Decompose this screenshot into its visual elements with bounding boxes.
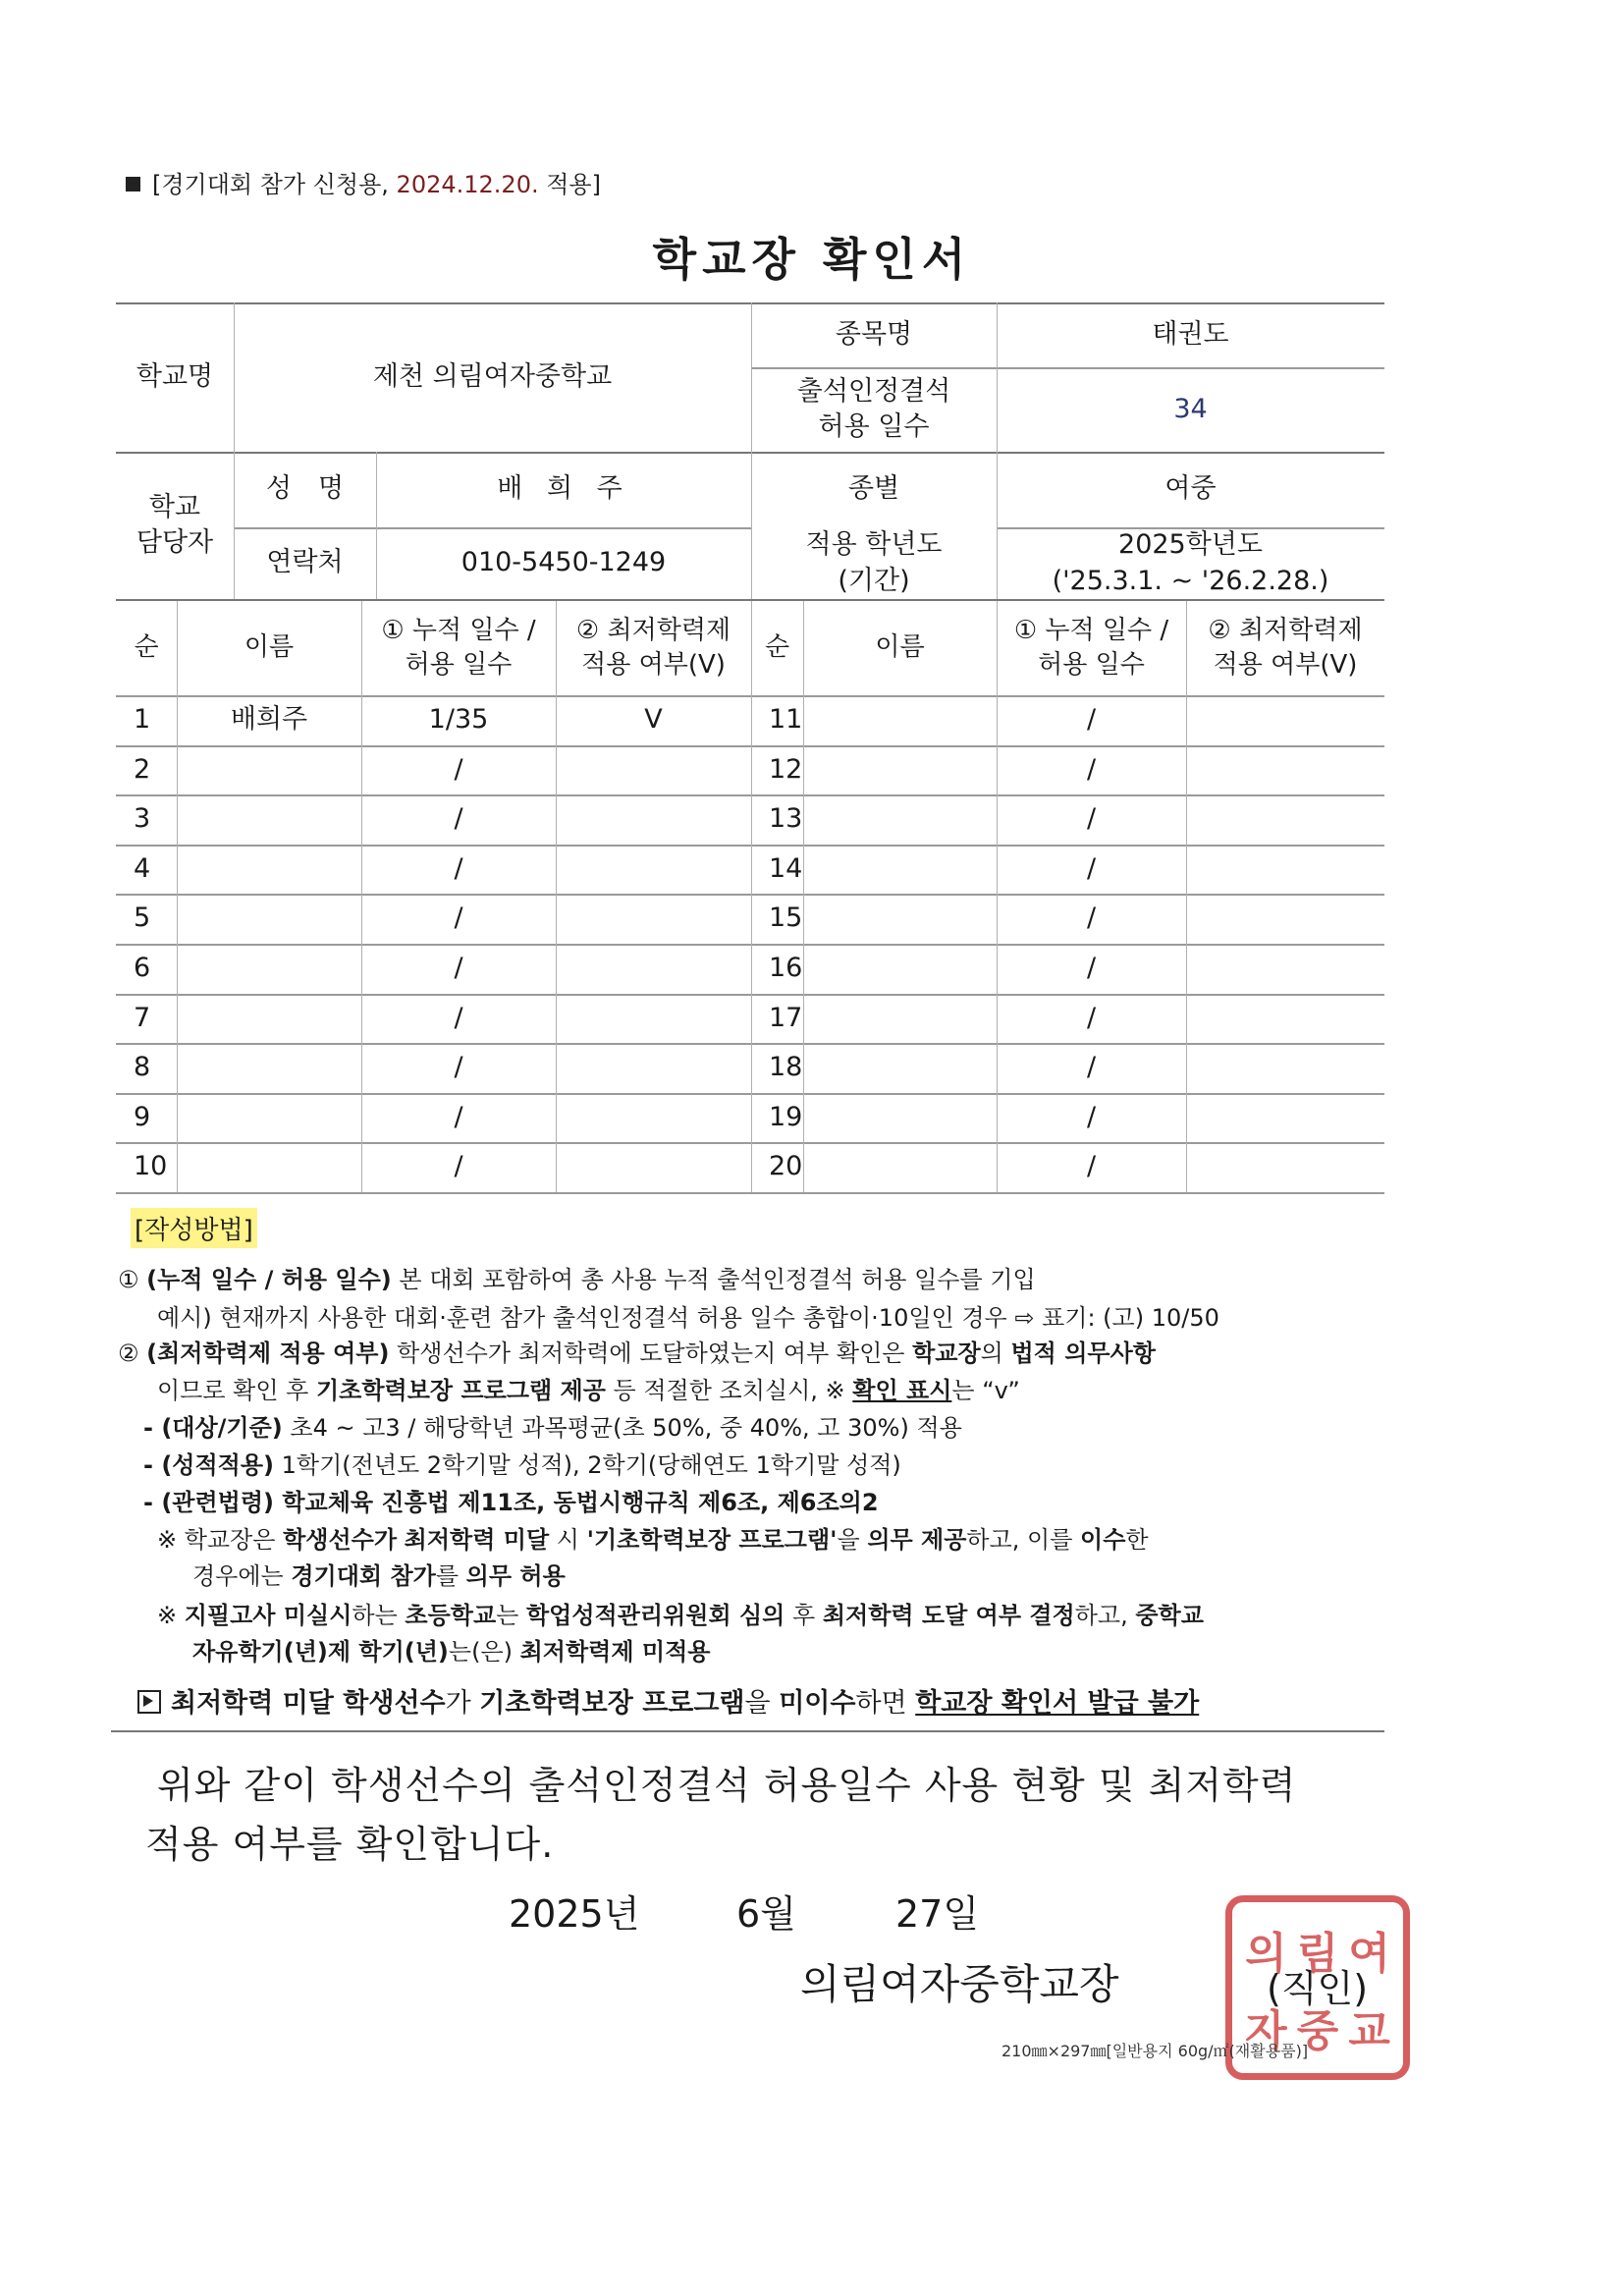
remark-2: ※ 지필고사 미실시하는 초등학교는 학업성적관리위원회 심의 후 최저학력 도달 여부 결정하고, 중학교 xyxy=(157,1602,1204,1629)
instruction-2-line2: 이므로 확인 후 기초학력보장 프로그램 제공 등 적절한 조치실시, ※ 확인 표시는 “v” xyxy=(157,1377,1020,1404)
table-cell-apply xyxy=(556,1043,751,1093)
table-header-days: ① 누적 일수 / 허용 일수 xyxy=(1013,615,1169,680)
table-cell-name xyxy=(177,745,361,795)
table-cell-no: 6 xyxy=(134,953,151,984)
table-cell-days: / xyxy=(1086,953,1097,984)
table-cell-days: / xyxy=(1086,803,1097,835)
confirmation-line-1: 위와 같이 학생선수의 출석인정결석 허용일수 사용 현황 및 최저학력 xyxy=(157,1764,1297,1807)
table-cell-apply xyxy=(556,1093,751,1143)
table-cell-days: / xyxy=(454,902,463,934)
table-cell-days: / xyxy=(1086,853,1097,885)
table-cell-apply xyxy=(1186,845,1384,895)
table-cell-no: 20 xyxy=(769,1151,803,1182)
manager-label: 학교 담당자 xyxy=(135,491,214,558)
table-cell-name xyxy=(177,1043,361,1093)
remark-2-line2: 자유학기(년)제 학기(년)는(은) 최저학력제 미적용 xyxy=(192,1638,711,1666)
table-cell-days: / xyxy=(454,1052,463,1083)
table-cell-days: / xyxy=(1086,1003,1097,1034)
criteria-target: - (대상/기준) 초4 ~ 고3 / 해당학년 과목평균(초 50%, 중 40%, 고 30%) 적용 xyxy=(143,1414,962,1442)
instruction-1: ① (누적 일수 / 허용 일수) 본 대회 포함하여 총 사용 누적 출석인정결석 허용 일수를 기입 xyxy=(118,1266,1036,1293)
absence-days-value: 34 xyxy=(1173,393,1208,424)
table-cell-apply xyxy=(1186,794,1384,845)
seal-char: 여 xyxy=(1348,1928,1390,1979)
table-cell-name: 배희주 xyxy=(230,704,308,736)
table-cell-name xyxy=(177,994,361,1044)
table-cell-name xyxy=(803,695,997,745)
academic-year-value: 2025학년도 ('25.3.1. ~ '26.2.28.) xyxy=(1052,529,1329,596)
table-cell-days: / xyxy=(1086,902,1097,934)
table-cell-apply xyxy=(556,794,751,845)
table-cell-apply xyxy=(1186,894,1384,944)
table-cell-no: 4 xyxy=(134,853,151,885)
table-cell-no: 5 xyxy=(134,902,151,934)
table-cell-name xyxy=(803,1043,997,1093)
school-name-label: 학교명 xyxy=(135,360,214,392)
seal-char: 교 xyxy=(1348,2005,1390,2056)
table-header-days: ① 누적 일수 / 허용 일수 xyxy=(381,615,536,680)
table-cell-days: 1/35 xyxy=(428,704,489,736)
table-cell-no: 18 xyxy=(769,1052,803,1083)
instructions-label: [작성방법] xyxy=(131,1208,257,1248)
table-cell-name xyxy=(177,845,361,895)
date-year: 2025년 xyxy=(509,1892,640,1936)
absence-days-label: 출석인정결석 허용 일수 xyxy=(796,375,951,442)
gender-value: 여중 xyxy=(1164,473,1217,505)
table-cell-no: 2 xyxy=(134,754,151,786)
table-header-no: 순 xyxy=(134,632,159,663)
table-header-apply: ② 최저학력제 적용 여부(V) xyxy=(575,615,731,680)
manager-name-label: 성 명 xyxy=(265,473,345,505)
table-cell-name xyxy=(803,794,997,845)
table-header-no: 순 xyxy=(764,632,790,663)
square-bullet-icon xyxy=(126,177,140,191)
school-name-value: 제천 의림여자중학교 xyxy=(372,360,613,392)
paper-spec: 210㎜×297㎜[일반용지 60g/㎡(재활용품)] xyxy=(1001,2042,1309,2060)
table-cell-days: / xyxy=(1086,1052,1097,1083)
table-cell-no: 9 xyxy=(134,1102,151,1133)
event-label: 종목명 xyxy=(835,318,913,350)
instruction-1-example: 예시) 현재까지 사용한 대회·훈련 참가 출석인정결석 허용 일수 총합이·10일인 경우 ⇨ 표기: (고) 10/50 xyxy=(157,1304,1219,1332)
table-cell-no: 10 xyxy=(134,1151,168,1182)
table-cell-days: / xyxy=(454,803,463,835)
contact-value: 010-5450-1249 xyxy=(460,547,667,578)
table-cell-apply xyxy=(1186,1142,1384,1192)
table-cell-apply xyxy=(556,894,751,944)
table-cell-apply xyxy=(1186,944,1384,994)
table-cell-days: / xyxy=(454,1151,463,1182)
table-cell-days: / xyxy=(454,754,463,786)
confirmation-line-2: 적용 여부를 확인합니다. xyxy=(145,1823,555,1866)
gender-label: 종별 xyxy=(847,473,900,505)
arrow-box-icon xyxy=(137,1690,161,1714)
table-cell-apply xyxy=(1186,1043,1384,1093)
table-cell-name xyxy=(177,794,361,845)
instruction-2: ② (최저학력제 적용 여부) 학생선수가 최저학력에 도달하였는지 여부 확인은 학교장의 법적 의무사항 xyxy=(118,1339,1156,1367)
table-cell-name xyxy=(177,894,361,944)
effective-date: 2024.12.20. xyxy=(396,171,539,198)
table-cell-apply xyxy=(556,1142,751,1192)
table-cell-no: 7 xyxy=(134,1003,151,1034)
table-header-apply: ② 최저학력제 적용 여부(V) xyxy=(1208,615,1363,680)
table-cell-apply xyxy=(556,745,751,795)
table-cell-days: / xyxy=(454,953,463,984)
table-cell-apply xyxy=(556,845,751,895)
table-cell-days: / xyxy=(1086,704,1097,736)
table-cell-name xyxy=(803,944,997,994)
table-cell-apply xyxy=(1186,1093,1384,1143)
table-cell-apply xyxy=(556,944,751,994)
table-cell-days: / xyxy=(454,853,463,885)
criteria-grades: - (성적적용) 1학기(전년도 2학기말 성적), 2학기(당해연도 1학기말 성적) xyxy=(143,1451,901,1479)
table-cell-name xyxy=(177,944,361,994)
table-cell-no: 3 xyxy=(134,803,151,835)
table-cell-name xyxy=(803,1093,997,1143)
principal-title: 의림여자중학교장 xyxy=(800,1960,1119,2008)
table-header-name: 이름 xyxy=(875,632,925,663)
table-cell-no: 1 xyxy=(134,704,151,736)
table-cell-no: 16 xyxy=(769,953,803,984)
event-value: 태권도 xyxy=(1152,318,1229,350)
table-cell-no: 14 xyxy=(769,853,803,885)
table-cell-days: / xyxy=(1086,1102,1097,1133)
form-usage-note: [경기대회 참가 신청용, 2024.12.20. 적용] xyxy=(126,165,601,199)
seal-char: 림 xyxy=(1296,1928,1339,1979)
seal-placeholder: (직인) xyxy=(1267,1967,1369,2010)
table-cell-name xyxy=(803,845,997,895)
seal-char: 의 xyxy=(1245,1928,1287,1979)
table-cell-no: 8 xyxy=(134,1052,151,1083)
table-cell-name xyxy=(803,745,997,795)
table-cell-apply xyxy=(1186,695,1384,745)
remark-1: ※ 학교장은 학생선수가 최저학력 미달 시 '기초학력보장 프로그램'을 의무 제공하고, 이를 이수한 xyxy=(157,1526,1149,1554)
table-cell-name xyxy=(803,1142,997,1192)
table-cell-days: / xyxy=(454,1102,463,1133)
seal-char: 중 xyxy=(1296,2005,1339,2056)
table-cell-days: / xyxy=(1086,1151,1097,1182)
table-cell-no: 17 xyxy=(769,1003,803,1034)
page-title: 학교장 확인서 xyxy=(652,233,972,286)
final-notice: 최저학력 미달 학생선수가 기초학력보장 프로그램을 미이수하면 학교장 확인서 발급 불가 xyxy=(137,1681,1199,1720)
table-cell-apply xyxy=(1186,994,1384,1044)
table-cell-name xyxy=(803,994,997,1044)
manager-name-value: 배 희 주 xyxy=(497,473,630,505)
contact-label: 연락처 xyxy=(266,547,344,578)
table-cell-no: 13 xyxy=(769,803,803,835)
seal-char: 자 xyxy=(1245,2005,1287,2056)
academic-year-label: 적용 학년도 (기간) xyxy=(805,529,943,596)
remark-1-line2: 경우에는 경기대회 참가를 의무 허용 xyxy=(192,1562,566,1590)
table-cell-no: 12 xyxy=(769,754,803,786)
date-month: 6월 xyxy=(736,1892,796,1936)
criteria-law: - (관련법령) 학교체육 진흥법 제11조, 동법시행규칙 제6조, 제6조의2 xyxy=(143,1489,879,1516)
table-cell-apply xyxy=(556,994,751,1044)
table-cell-name xyxy=(177,1142,361,1192)
table-header-name: 이름 xyxy=(244,632,295,663)
table-cell-name xyxy=(803,894,997,944)
table-cell-no: 19 xyxy=(769,1102,803,1133)
table-cell-no: 15 xyxy=(769,902,803,934)
table-cell-days: / xyxy=(454,1003,463,1034)
date-day: 27일 xyxy=(895,1892,980,1936)
table-cell-name xyxy=(177,1093,361,1143)
table-cell-apply: V xyxy=(644,704,663,736)
table-cell-no: 11 xyxy=(769,704,803,736)
table-cell-days: / xyxy=(1086,754,1097,786)
table-cell-apply xyxy=(1186,745,1384,795)
